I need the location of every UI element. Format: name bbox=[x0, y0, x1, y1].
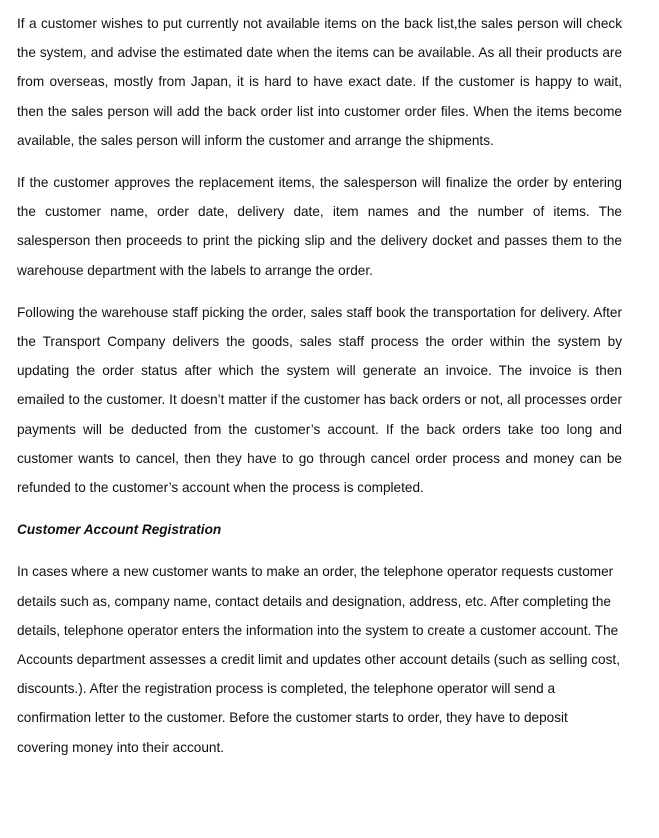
paragraph-delivery-invoicing: Following the warehouse staff picking the order, sales staff book the transportation for delivery. After the Transport Company delivers the goods, sales staff process the order within the system by updating the order status after which the system will generate an invoice. The invoice is then emailed to the customer. It doesn’t matter if the customer has back orders or not, all processes order payments will be deducted from the customer’s account. If the back orders take too long and customer wants to cancel, then they have to go through cancel order process and money can be refunded to the customer’s account when the process is completed. bbox=[17, 304, 622, 496]
paragraph-back-orders: If a customer wishes to put currently not available items on the back list,the sales person will check the system, and advise the estimated date when the items can be available. As all their products are from overseas, mostly from Japan, it is hard to have exact date. If the customer is happy to wait, then the sales person will add the back order list into customer order files. When the items become available, the sales person will inform the customer and arrange the shipments. bbox=[17, 16, 622, 148]
paragraph-order-finalization: If the customer approves the replacement items, the salesperson will finalize the order by entering the customer name, order date, delivery date, item names and the number of items. The salesperson then proceeds to print the picking slip and the delivery docket and passes them to the warehouse department with the labels to arrange the order. bbox=[17, 175, 622, 278]
paragraph-account-registration: In cases where a new customer wants to make an order, the telephone operator requests customer details such as, company name, contact details and designation, address, etc. After completing the details, telephone operator enters the information into the system to create a customer account. The Accounts department assesses a credit limit and updates other account details (such as selling cost, discounts.). After the registration process is completed, the telephone operator will send a confirmation letter to the customer. Before the customer starts to order, they have to deposit covering money into their account. bbox=[17, 564, 620, 755]
section-heading: Customer Account Registration bbox=[17, 522, 222, 538]
document-page bbox=[17, 9, 622, 775]
